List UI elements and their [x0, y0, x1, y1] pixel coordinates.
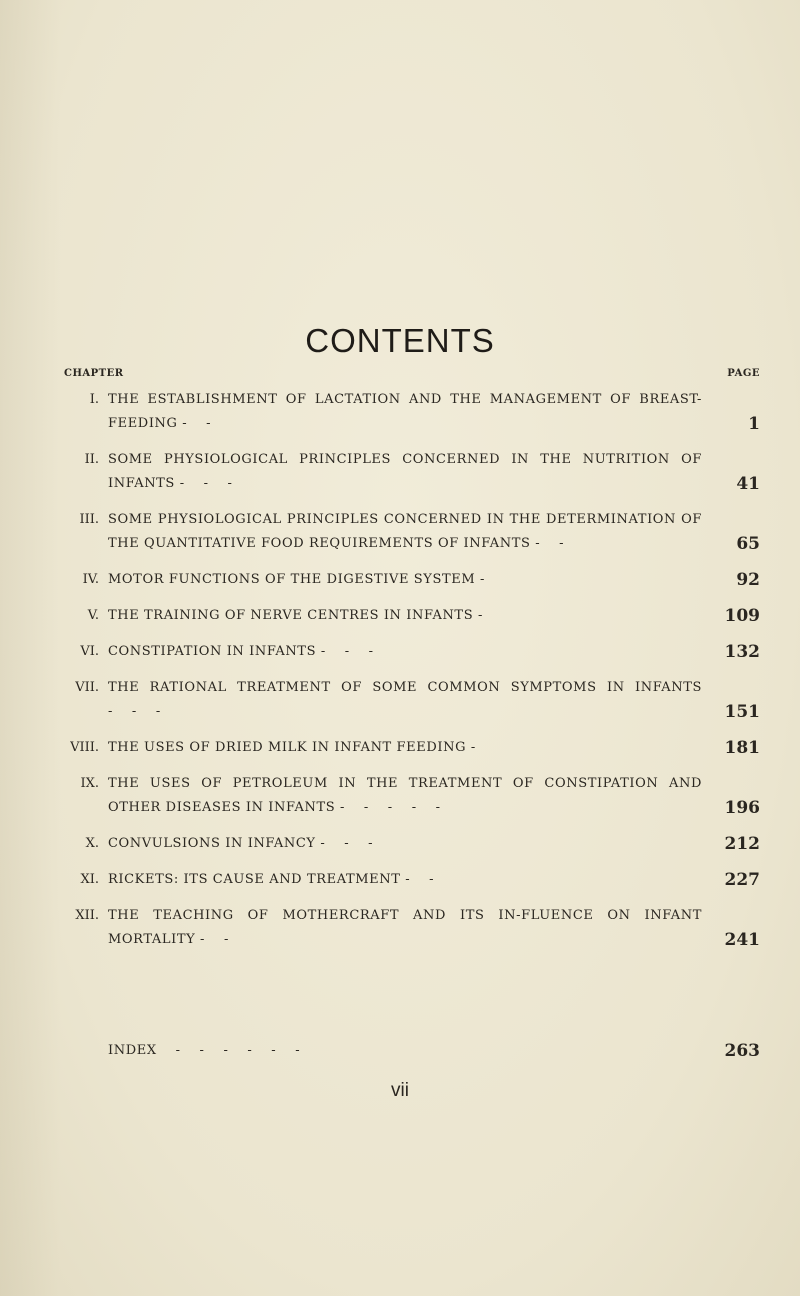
- chapter-title: MOTOR FUNCTIONS OF THE DIGESTIVE SYSTEM -: [108, 572, 485, 587]
- chapter-title: SOME PHYSIOLOGICAL PRINCIPLES CONCERNED IN THE DETERMINATION OF THE QUANTITATIVE FOOD REQUIREMENTS OF INFANTS - -: [108, 512, 702, 551]
- chapter-title: THE USES OF DRIED MILK IN INFANT FEEDING -: [108, 740, 476, 755]
- page-folio: vii: [391, 1080, 409, 1101]
- chapter-number: IX.: [80, 776, 99, 791]
- toc-entry: [64, 676, 760, 724]
- chapter-title: RICKETS: ITS CAUSE AND TREATMENT - -: [108, 872, 435, 887]
- chapter-number: VIII.: [70, 740, 99, 755]
- page-number: 65: [736, 534, 760, 554]
- chapter-column-header: CHAPTER: [64, 368, 124, 379]
- chapter-number: III.: [79, 512, 99, 527]
- chapter-number: VI.: [80, 644, 99, 659]
- chapter-number: I.: [89, 392, 99, 407]
- toc-entry: [64, 736, 760, 760]
- page-number: 196: [724, 798, 760, 818]
- chapter-number: V.: [87, 608, 99, 623]
- toc-entry: [64, 832, 760, 856]
- index-entry: [108, 1039, 760, 1063]
- page-title: CONTENTS: [305, 322, 495, 359]
- page-number: 1: [748, 414, 760, 434]
- index-title: INDEX - - - - - -: [108, 1043, 301, 1058]
- toc-entry: [64, 904, 760, 952]
- chapter-number: X.: [85, 836, 99, 851]
- chapter-number: VII.: [75, 680, 99, 695]
- chapter-number: XI.: [80, 872, 99, 887]
- page-number: 241: [724, 930, 760, 950]
- chapter-title: THE ESTABLISHMENT OF LACTATION AND THE MANAGEMENT OF BREAST-FEEDING - -: [108, 392, 702, 431]
- page-column-header: PAGE: [727, 368, 760, 379]
- chapter-title: THE RATIONAL TREATMENT OF SOME COMMON SYMPTOMS IN INFANTS - - -: [108, 680, 702, 719]
- toc-entry: [64, 388, 760, 436]
- toc-entry: [64, 640, 760, 664]
- chapter-number: II.: [84, 452, 99, 467]
- chapter-number: XII.: [75, 908, 99, 923]
- chapter-title: THE TRAINING OF NERVE CENTRES IN INFANTS -: [108, 608, 483, 623]
- chapter-title: SOME PHYSIOLOGICAL PRINCIPLES CONCERNED IN THE NUTRITION OF INFANTS - - -: [108, 452, 702, 491]
- index-page-number: 263: [724, 1041, 760, 1061]
- page-number: 92: [736, 570, 760, 590]
- chapter-title: THE USES OF PETROLEUM IN THE TREATMENT OF CONSTIPATION AND OTHER DISEASES IN INFANTS - - - - -: [108, 776, 702, 815]
- page-number: 109: [724, 606, 760, 626]
- chapter-title: CONSTIPATION IN INFANTS - - -: [108, 644, 374, 659]
- chapter-number: IV.: [82, 572, 99, 587]
- contents-list: [64, 388, 760, 964]
- toc-entry: [64, 772, 760, 820]
- chapter-title: CONVULSIONS IN INFANCY - - -: [108, 836, 374, 851]
- toc-entry: [64, 868, 760, 892]
- toc-entry: [64, 508, 760, 556]
- chapter-title: THE TEACHING OF MOTHERCRAFT AND ITS IN-FLUENCE ON INFANT MORTALITY - -: [108, 908, 702, 947]
- page-number: 151: [724, 702, 760, 722]
- toc-entry: [64, 448, 760, 496]
- page-number: 212: [724, 834, 760, 854]
- page-number: 181: [724, 738, 760, 758]
- page-number: 41: [736, 474, 760, 494]
- page-number: 132: [724, 642, 760, 662]
- toc-entry: [64, 604, 760, 628]
- page-number: 227: [724, 870, 760, 890]
- toc-entry: [64, 568, 760, 592]
